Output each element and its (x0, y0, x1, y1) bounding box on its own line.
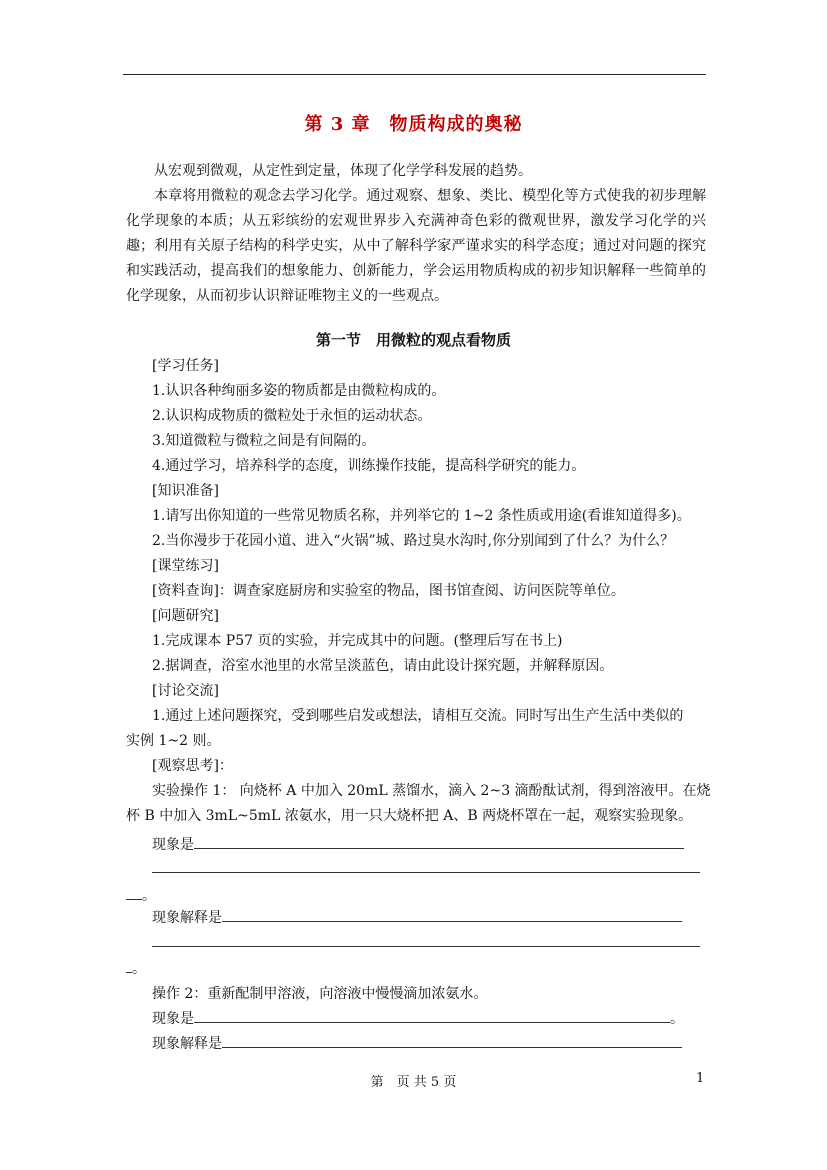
page-number: 1 (696, 1071, 705, 1086)
explanation-label: 现象解释是 (152, 1036, 222, 1052)
page-footer: 第 页 共 5 页 (370, 1075, 457, 1090)
answer-blank[interactable] (126, 885, 142, 900)
answer-blank[interactable] (152, 872, 700, 873)
class-practice-heading: [课堂练习] (152, 558, 219, 574)
answer-blank[interactable] (194, 1008, 670, 1023)
discussion-heading: [讨论交流] (152, 683, 219, 699)
phenomenon-label: 现象是 (152, 1011, 194, 1027)
discussion-line: 1.通过上述问题探究，受到哪些启发或想法，请相互交流。同时写出生产生活中类似的 (152, 708, 684, 724)
learning-task-item: 4.通过学习，培养科学的态度，训练操作技能，提高科学研究的能力。 (152, 458, 586, 474)
operation-1-text: 实验操作 1： 向烧杯 A 中加入 20mL 蒸馏水，滴入 2~3 滴酚酞试剂，得到溶液甲。在烧 (152, 783, 711, 799)
problem-study-item: 2.据调查，浴室水池里的水常呈淡蓝色，请由此设计探究题，并解释原因。 (152, 658, 614, 674)
class-practice-item: [资料查询]：调查家庭厨房和实验室的物品，图书馆查阅、访问医院等单位。 (152, 583, 625, 599)
knowledge-prep-item: 1.请写出你知道的一些常见物质名称，并列举它的 1~2 条性质或用途(看谁知道得多)。 (152, 508, 691, 524)
phenomenon-row (152, 1007, 737, 1032)
discussion-line: 实例 1~2 则。 (126, 733, 221, 749)
explanation-row (152, 1032, 737, 1057)
section-title: 第一节 用微粒的观点看物质 (315, 331, 511, 349)
intro-paragraph-2: 本章将用微粒的观念去学习化学。通过观察、想象、类比、模型化等方式使我的初步理解化学现象的本质；从五彩缤纷的宏观世界步入充满神奇色彩的微观世界，激发学习化学的兴趣；利用有关原子结构的科学史实，从中了解科学家严谨求实的科学态度；通过对问题的探究和实践活动，提高我们的想象能力、创新能力，学会运用物质构成的初步知识解释一些简单的化学现象，从而初步认识辩证唯物主义的一些观点。 (126, 188, 706, 304)
operation-2-text: 操作 2：重新配制甲溶液，向溶液中慢慢滴加浓氨水。 (152, 986, 488, 1002)
period: 。 (132, 961, 146, 977)
header-rule (123, 74, 706, 75)
learning-task-item: 3.知道微粒与微粒之间是有间隔的。 (152, 433, 376, 449)
period: 。 (142, 888, 156, 904)
problem-study-heading: [问题研究] (152, 608, 219, 624)
problem-study-item: 1.完成课本 P57 页的实验，并完成其中的问题。(整理后写在书上) (152, 633, 563, 649)
learning-task-item: 1.认识各种绚丽多姿的物质都是由微粒构成的。 (152, 383, 446, 399)
answer-blank[interactable] (222, 907, 682, 922)
learning-task-item: 2.认识构成物质的微粒处于永恒的运动状态。 (152, 408, 432, 424)
knowledge-prep-heading: [知识准备] (152, 483, 219, 499)
explanation-label: 现象解释是 (152, 910, 222, 926)
answer-blank[interactable] (152, 946, 700, 947)
explanation-row (152, 906, 737, 931)
answer-blank[interactable] (222, 1033, 682, 1048)
phenomenon-label: 现象是 (152, 837, 194, 853)
answer-blank[interactable] (194, 834, 684, 849)
learning-tasks-heading: [学习任务] (152, 358, 219, 374)
chapter-title: 第 3 章 物质构成的奥秘 (304, 114, 523, 135)
operation-1-text: 杯 B 中加入 3mL~5mL 浓氨水，用一只大烧杯把 A、B 两烧杯罩在一起，观察实验现象。 (126, 808, 693, 824)
intro-paragraph-1: 从宏观到微观，从定性到定量，体现了化学学科发展的趋势。 (154, 163, 532, 179)
phenomenon-row (152, 833, 737, 858)
observation-heading: [观察思考]： (152, 758, 233, 774)
knowledge-prep-item: 2.当你漫步于花园小道、进入“火锅”城、路过臭水沟时,你分别闻到了什么？为什么？ (152, 533, 675, 549)
blank-end-row (126, 957, 711, 982)
period: 。 (670, 1011, 684, 1027)
